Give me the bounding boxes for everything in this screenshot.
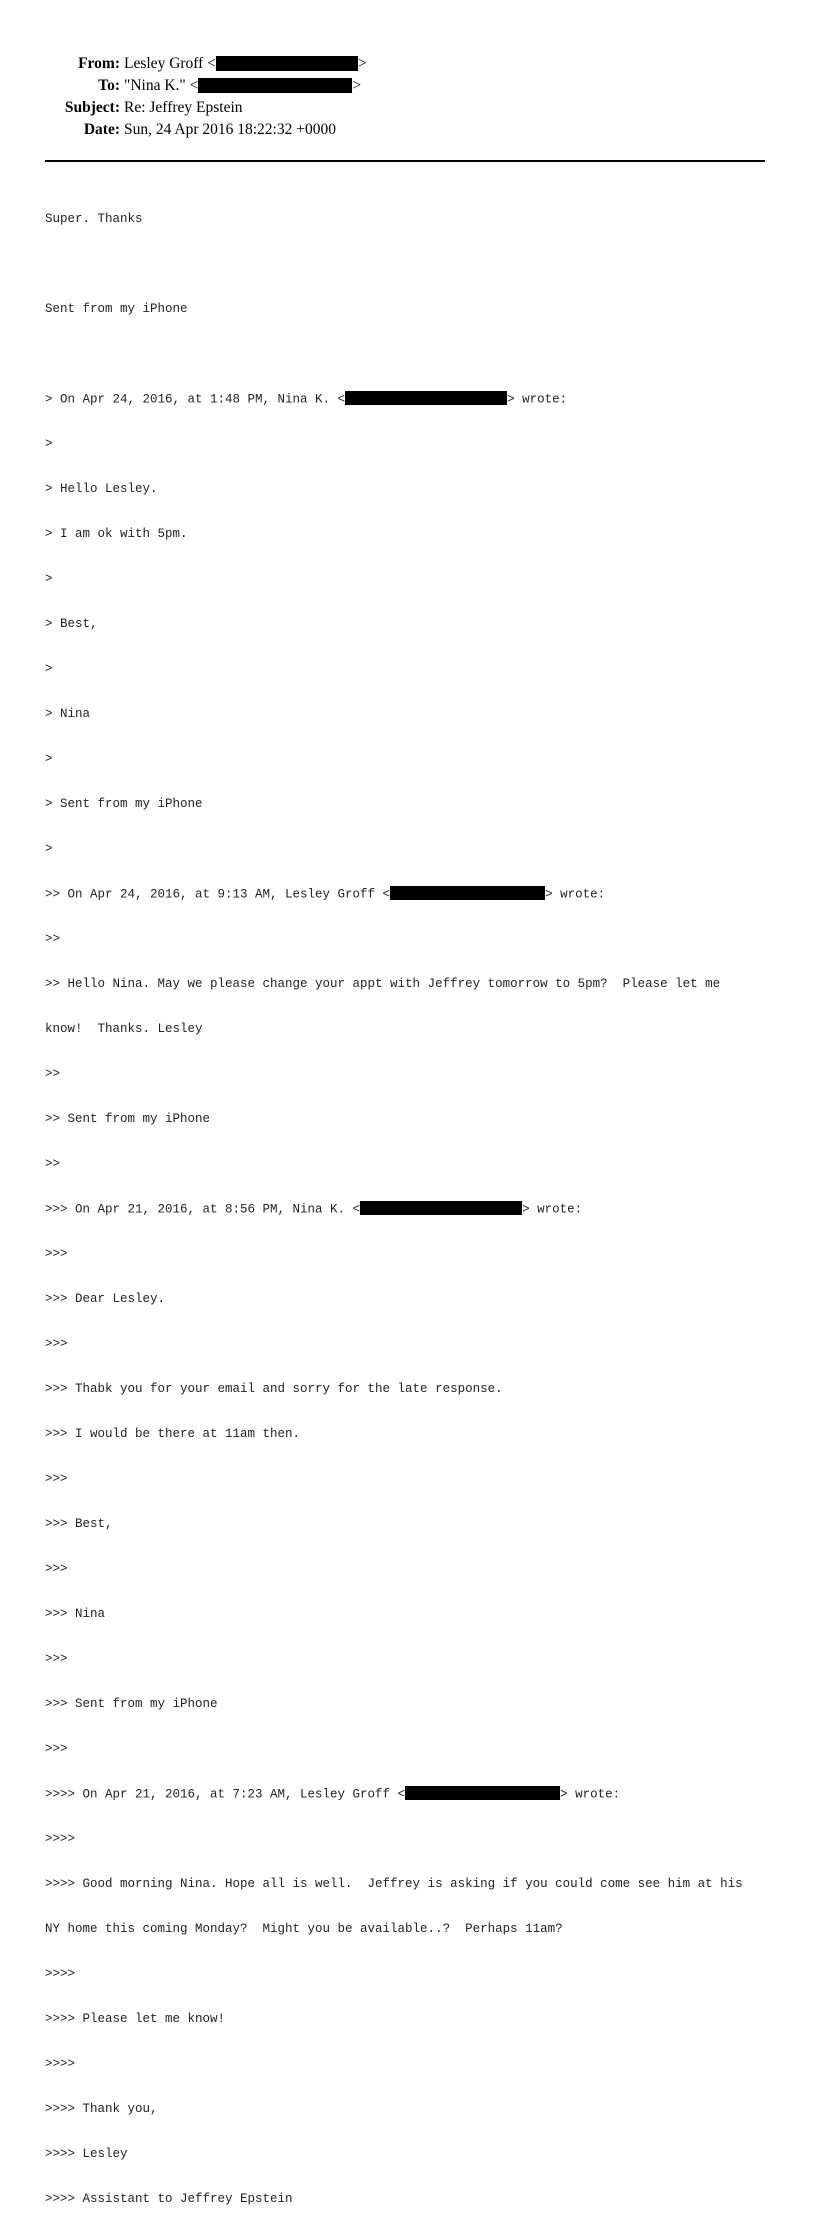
from-close: >: [357, 55, 367, 72]
to-email-redaction: [198, 78, 352, 93]
body-line: >>>: [45, 1562, 68, 1576]
body-line: >>>: [45, 1247, 68, 1261]
body-line: >>> Dear Lesley.: [45, 1292, 166, 1306]
body-line: Super. Thanks: [45, 212, 143, 226]
to-close: >: [352, 77, 362, 94]
from-label: From:: [78, 55, 120, 72]
from-name: Lesley Groff <: [124, 55, 216, 72]
quote-header-line: [45, 392, 785, 407]
from-value: [124, 53, 367, 75]
quote-header-text: >>>> On Apr 21, 2016, at 7:23 AM, Lesley Groff <: [45, 1787, 406, 1802]
body-line: >> Sent from my iPhone: [45, 1112, 211, 1126]
body-line: >: [45, 842, 53, 856]
subject-label: Subject:: [64, 99, 120, 116]
date-value: Sun, 24 Apr 2016 18:22:32 +0000: [124, 121, 336, 138]
body-line: >>>> Please let me know!: [45, 2012, 226, 2026]
quote-header-wrote: > wrote:: [522, 1202, 583, 1217]
quote-header-text: > On Apr 24, 2016, at 1:48 PM, Nina K. <: [45, 392, 346, 407]
to-label: To:: [98, 77, 120, 94]
to-name: "Nina K." <: [124, 77, 199, 94]
body-line: >>>> Good morning Nina. Hope all is well. Jeffrey is asking if you could come see him at his: [45, 1877, 743, 1891]
email-header: [0, 53, 816, 141]
body-line: >>>: [45, 1337, 68, 1351]
body-line: >: [45, 662, 53, 676]
email-redaction: [345, 391, 507, 405]
body-line: >>> Nina: [45, 1607, 106, 1621]
body-line: >>>> Lesley: [45, 2147, 128, 2161]
subject-row: [0, 97, 816, 119]
body-line: [45, 347, 785, 362]
body-line: > I am ok with 5pm.: [45, 527, 188, 541]
subject-value: Re: Jeffrey Epstein: [124, 99, 243, 116]
quote-header-text: >>> On Apr 21, 2016, at 8:56 PM, Nina K. <: [45, 1202, 361, 1217]
quote-header-line: [45, 887, 785, 902]
body-line: >: [45, 752, 53, 766]
email-redaction: [360, 1201, 522, 1215]
body-line: >>>: [45, 1652, 68, 1666]
body-line: >>>>: [45, 1967, 76, 1981]
body-line: >>> Best,: [45, 1517, 113, 1531]
body-line: >>>>: [45, 2057, 76, 2071]
quote-header-text: >> On Apr 24, 2016, at 9:13 AM, Lesley Groff <: [45, 887, 391, 902]
body-line: >>>: [45, 1472, 68, 1486]
date-row: [0, 119, 816, 141]
quote-header-wrote: > wrote:: [545, 887, 606, 902]
body-line: [45, 257, 785, 272]
body-line: >>>>: [45, 1832, 76, 1846]
body-line: > Hello Lesley.: [45, 482, 158, 496]
body-line: >>: [45, 1067, 61, 1081]
body-line: >>>> Thank you,: [45, 2102, 158, 2116]
quote-header-line: [45, 1202, 785, 1217]
body-line: Sent from my iPhone: [45, 302, 188, 316]
body-line: >>> I would be there at 11am then.: [45, 1427, 301, 1441]
body-line: >>>> Assistant to Jeffrey Epstein: [45, 2192, 293, 2206]
quote-header-wrote: > wrote:: [560, 1787, 621, 1802]
body-line: >: [45, 437, 53, 451]
body-line: >>>: [45, 1742, 68, 1756]
body-line: >>> Sent from my iPhone: [45, 1697, 218, 1711]
from-row: [0, 53, 816, 75]
to-value: [124, 75, 361, 97]
email-redaction: [390, 886, 545, 900]
body-line: >>: [45, 932, 61, 946]
body-line: > Best,: [45, 617, 98, 631]
header-divider: [45, 160, 765, 162]
email-redaction: [405, 1786, 560, 1800]
email-body: [45, 182, 785, 2222]
body-line: >> Hello Nina. May we please change your appt with Jeffrey tomorrow to 5pm? Please let me: [45, 977, 721, 991]
date-label: Date:: [83, 121, 120, 138]
to-row: [0, 75, 816, 97]
from-email-redaction: [216, 56, 358, 71]
body-line: > Nina: [45, 707, 91, 721]
body-line: >: [45, 572, 53, 586]
quote-header-line: [45, 1787, 785, 1802]
body-line: >>> Thabk you for your email and sorry for the late response.: [45, 1382, 503, 1396]
body-line: > Sent from my iPhone: [45, 797, 203, 811]
body-line: NY home this coming Monday? Might you be available..? Perhaps 11am?: [45, 1922, 563, 1936]
body-line: know! Thanks. Lesley: [45, 1022, 203, 1036]
body-line: >>: [45, 1157, 61, 1171]
quote-header-wrote: > wrote:: [507, 392, 568, 407]
